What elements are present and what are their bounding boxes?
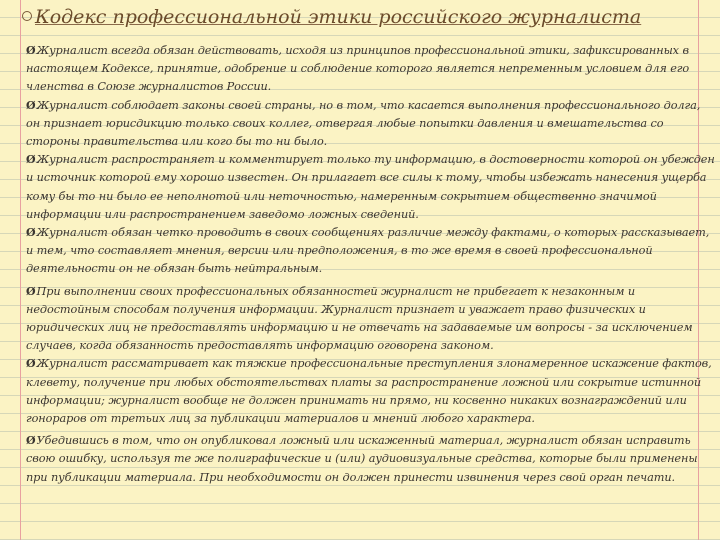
code-article-list <box>26 42 716 487</box>
arrow-bullet-icon: Ø <box>26 284 36 298</box>
list-item-text: Журналист соблюдает законы своей страны, но в том, что касается выполнения профессионального долга, он признает юрисдикцию только своих коллег, отвергая любые попытки давления и вмешательства со стороны правительства или кого бы то ни было. <box>26 98 701 149</box>
list-item <box>26 432 716 487</box>
list-item <box>26 42 716 97</box>
arrow-bullet-icon: Ø <box>26 226 36 240</box>
list-item <box>26 355 716 428</box>
list-item-text: Убедившись в том, что он опубликовал ложный или искаженный материал, журналист обязан исправить свою ошибку, используя те же полиграфические и (или) аудиовизуальные средства, которые были применены при публикации материала. При необходимости он должен принести извинения через свой орган печати. <box>26 434 698 484</box>
list-item-text: Журналист всегда обязан действовать, исходя из принципов профессиональной этики, зафиксированных в настоящем Кодексе, принятие, одобрение и соблюдение которого является непременным условием для его членства в Союзе журналистов России. <box>26 44 690 94</box>
list-item <box>26 283 716 356</box>
list-item-text: Журналист рассматривает как тяжкие профессиональные преступления злонамеренное искажение фактов, клевету, получение при любых обстоятельствах платы за распространение ложной или сокрытие истинной информации; журналист вообще не должен принимать ни прямо, ни косвенно никаких вознаграждений или гонораров от третьих лиц за публикации материалов и мнений любого характера. <box>26 357 712 426</box>
list-item <box>26 224 716 279</box>
arrow-bullet-icon: Ø <box>26 98 36 112</box>
circle-bullet-icon <box>22 11 32 21</box>
arrow-bullet-icon: Ø <box>26 153 36 167</box>
arrow-bullet-icon: Ø <box>26 44 36 57</box>
page-title-text: Кодекс профессиональной этики российского журналиста <box>35 6 642 28</box>
list-item <box>26 97 716 152</box>
list-item-text: Журналист распространяет и комментирует только ту информацию, в достоверности которой он убежден и источник которой ему хорошо известен. Он прилагает все силы к тому, чтобы избежать нанесения ущерба кому бы то ни было ее неполнотой или неточностью, намеренным сокрытием общественно значимой информации или распространением заведомо ложных сведений. <box>26 153 715 221</box>
list-item-text: Журналист обязан четко проводить в своих сообщениях различие между фактами, о которых рассказывает, и тем, что составляет мнения, версии или предположения, в то же время в своей профессиональной деятельности он не обязан быть нейтральным. <box>26 226 710 276</box>
page-title <box>22 6 712 28</box>
list-item-text: При выполнении своих профессиональных обязанностей журналист не прибегает к незаконным и недостойным способам получения информации. Журналист признает и уважает право физических и юридических лиц не предоставлять информацию и не отвечать на задаваемые им вопросы - за исключением случаев, когда обязанность предоставлять информацию оговорена законом. <box>26 284 693 353</box>
left-margin-line <box>20 0 21 540</box>
list-item <box>26 151 716 224</box>
arrow-bullet-icon: Ø <box>26 357 36 371</box>
arrow-bullet-icon: Ø <box>26 434 36 448</box>
